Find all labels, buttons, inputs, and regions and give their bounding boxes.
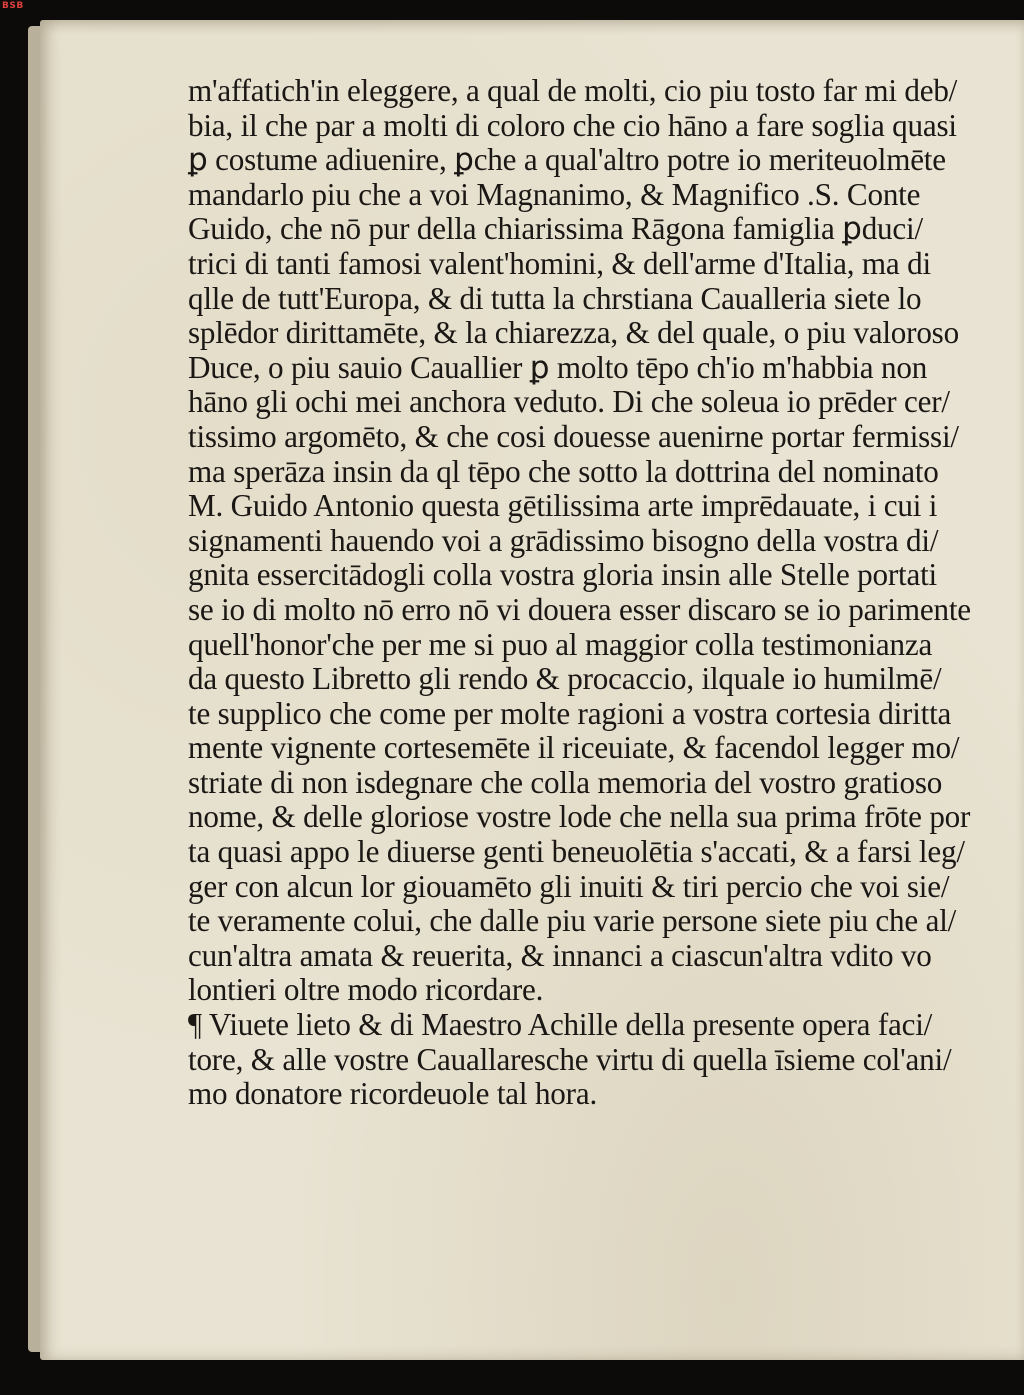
text-line: Duce, o piu sauio Cauallier ꝑ molto tēpo ch'io m'habbia non (188, 349, 928, 385)
text-line: ꝑ costume adiuenire, ꝑche a qual'altro potre io meriteuolmēte (188, 142, 946, 178)
text-line: striate di non isdegnare che colla memoria del vostro gratioso (188, 764, 943, 800)
text-line: te veramente colui, che dalle piu varie persone siete piu che al/ (188, 903, 957, 939)
text-line: quell'honor'che per me si puo al maggior colla testimonianza (188, 626, 933, 662)
text-line: cun'altra amata & reuerita, & innanci a ciascun'altra vdito vo (188, 937, 932, 973)
text-line: da questo Libretto gli rendo & procaccio, ilquale io humilmē/ (188, 661, 942, 697)
text-line: bia, il che par a molti di coloro che cio hāno a fare soglia quasi (188, 107, 957, 143)
text-line: se io di molto nō erro nō vi douera esser discaro se io parimente (188, 591, 971, 627)
text-line: tissimo argomēto, & che cosi douesse auenirne portar fermissi/ (188, 418, 959, 454)
text-line: mo donatore ricordeuole tal hora. (188, 1076, 598, 1112)
text-line: gnita essercitādogli colla vostra gloria insin alle Stelle portati (188, 557, 938, 593)
text-line: ger con alcun lor giouamēto gli inuiti & tiri percio che voi sie/ (188, 868, 950, 904)
text-line: Guido, che nō pur della chiarissima Rāgona famiglia ꝑduci/ (188, 211, 923, 247)
text-line: nome, & delle gloriose vostre lode che nella sua prima frōte por (188, 799, 971, 835)
text-line: mente vignente cortesemēte il riceuiate, & facendol legger mo/ (188, 730, 960, 766)
text-line: qlle de tutt'Europa, & di tutta la chrstiana Caualleria siete lo (188, 280, 922, 316)
text-line: hāno gli ochi mei anchora veduto. Di che soleua io prēder cer/ (188, 384, 950, 420)
text-line: splēdor dirittamēte, & la chiarezza, & del quale, o piu valoroso (188, 315, 959, 351)
text-line: ma sperāza insin da ql tēpo che sotto la dottrina del nominato (188, 453, 939, 489)
text-line: tore, & alle vostre Cauallaresche virtu di quella īsieme col'ani/ (188, 1041, 952, 1077)
text-line: trici di tanti famosi valent'homini, & dell'arme d'Italia, ma di (188, 245, 931, 281)
body-text (188, 74, 998, 1112)
text-line: mandarlo piu che a voi Magnanimo, & Magnifico .S. Conte (188, 176, 921, 212)
text-line: signamenti hauendo voi a grādissimo bisogno della vostra di/ (188, 522, 939, 558)
text-line: ta quasi appo le diuerse genti beneuolētia s'accati, & a farsi leg/ (188, 834, 965, 870)
library-watermark: BSB (2, 1, 24, 11)
paragraph-line: ¶ Viuete lieto & di Maestro Achille della presente opera faci/ (188, 1007, 933, 1043)
text-line: M. Guido Antonio questa gētilissima arte imprēdauate, i cui i (188, 488, 938, 524)
text-line: lontieri oltre modo ricordare. (188, 972, 544, 1008)
text-line: m'affatich'in eleggere, a qual de molti, cio piu tosto far mi deb/ (188, 73, 958, 108)
text-line: te supplico che come per molte ragioni a vostra cortesia diritta (188, 695, 952, 731)
